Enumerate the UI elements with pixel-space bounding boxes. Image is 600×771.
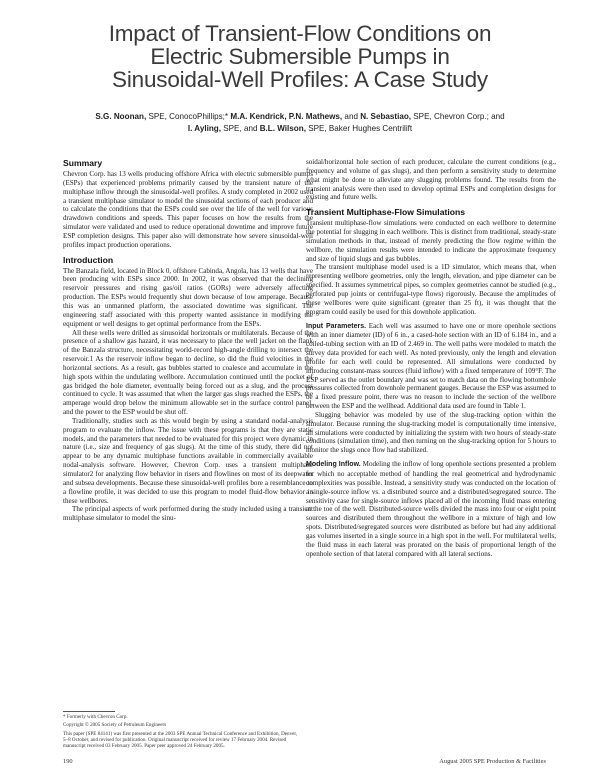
title-line-1: Impact of Transient-Flow Conditions on	[108, 21, 492, 46]
author-name: B.L. Wilson,	[259, 124, 306, 133]
page-number: 190	[63, 758, 73, 765]
author-name: S.G. Noonan,	[95, 112, 147, 121]
paper-title	[40, 22, 560, 91]
author-list	[40, 111, 560, 135]
author-affiliation: SPE, ConocoPhillips;*	[146, 112, 231, 121]
author-name: I. Ayling,	[187, 124, 221, 133]
journal-footer: August 2005 SPE Production & Facilities	[439, 758, 546, 765]
author-name: M.A. Kendrick, P.N. Mathews,	[230, 112, 343, 121]
title-line-3: Sinusoidal-Well Profiles: A Case Study	[112, 67, 488, 92]
footnote-rule	[63, 711, 115, 712]
author-separator: and	[342, 112, 361, 121]
intro-paragraph-3: Traditionally, studies such as this would begin by using a standard nodal-analysis program to evaluate the inflow. The issue with these programs is that they are static models, and the parameters that needed to be evaluated for this project were dynamic in nature (i.e., size and frequency of gas slugs). At the time of this study, there did not appear to be any dynamic multiphase functions available in commercially available nodal-analysis software. However, Chevron Corp. uses a transient multiphase simulator2 for analyzing flow behavior in risers and flowlines on most of its deepwater and subsea developments. Because these sinusoidal-well profiles bore a resemblance to a flowline profile, it was decided to use this program to model fluid-flow behavior in these wellbores.	[63, 416, 313, 505]
modeling-inflow-runin: Modeling Inflow.	[306, 461, 361, 469]
footnote-affiliation: * Formerly with Chevron Corp.	[63, 714, 128, 720]
left-column	[63, 158, 313, 523]
transient-paragraph-1: Transient multiphase-flow simulations were conducted on each wellbore to determine the potential for slugging in each wellbore. This is distinct from traditional, steady-state simulation methods in that, instead of merely predicting the flow regime within the wellbore, the simulation results were intended to indicate the approximate frequency and size of liquid slugs and gas bubbles.	[306, 219, 556, 263]
author-name: N. Sebastiao,	[360, 112, 412, 121]
footnotes	[63, 714, 303, 751]
author-affiliation: SPE, and	[221, 124, 260, 133]
summary-paragraph: Chevron Corp. has 13 wells producing offshore Africa with electric submersible pumps (ESPs) that experienced problems primarily caused by the transient nature of the multiphase inflow through the sinusoidal-well profiles. A study completed in 2002 used a transient multiphase simulator to model the sinusoidal sections of each producer and to calculate the conditions that the ESPs could see over the life of the well for various drawdown conditions and speeds. This paper focuses on how the results from the simulator were validated and used to reduce operational downtime and improve future ESP completion designs. This paper also will demonstrate how severe sinusoidal-well profiles impact production operations.	[63, 170, 313, 249]
title-line-2: Electric Submersible Pumps in	[150, 44, 450, 69]
modeling-inflow-paragraph	[306, 460, 556, 558]
introduction-heading: Introduction	[63, 254, 114, 265]
modeling-inflow-text: Modeling the inflow of long openhole sections presented a problem for which no acceptable method of handling the real geometrical and hydrodynamic complexities was possible. Instead, a sensitivity study was conducted on the location of a single-source inflow vs. a distributed source and a distributed/segregated source. The sensitivity case for single-source inflows placed all of the incoming fluid mass entering at the toe of the well. Distributed-source wells divided the mass into four or eight point sources and distributed them throughout the wellbore in a mixture of high and low spots. Distributed/segregated sources were distributed as before but had any additional gas volumes inserted in a single source in a high spot in the well. For multilateral wells, the fluid mass in each lateral was prorated on the basis of proportional length of the openhole section of that lateral compared with all lateral sections.	[306, 460, 556, 558]
right-column	[306, 158, 556, 558]
input-params-text: Each well was assumed to have one or more openhole sections with an inner diameter (ID) of 6 in., a cased-hole section with an ID of 6.184 in., and a coiled-tubing section with an ID of 2.469 in. The well paths were modeled to match the survey data provided for each well. As noted previously, only the length and elevation profile for each well could be represented. All simulations were conducted by introducing constant-mass sources (fluid inflow) with a fixed temperature of 109°F. The ESP served as the outlet boundary and was set to match data on the flowing bottomhole pressures collected from downhole permanent gauges. Because the ESP was assumed to be a fixed pressure point, there was no reason to include the section of the wellbore between the ESP and the wellhead. Additional data used are found in Table 1.	[306, 321, 556, 411]
intro-paragraph-2: All these wells were drilled as sinusoidal horizontals or multilaterals. Because of the presence of a shallow gas hazard, it was necessary to place the well jacket on the flank of the Banzala structure, necessitating world-record high-angle drilling to intersect the reservoir.1 As the reservoir inflow began to decline, so did the fluid velocities in the horizontal sections. As a result, gas bubbles started to coalesce and accumulate in the high spots within the undulating wellbore. Accumulation continued until the pocket of gas bridged the hole diameter, eventually being forced out as a slug, and the process continued to cycle. It was assumed that when the larger gas slugs reached the ESPs, the amperage would drop below the minimum allowable set in the surface control panel, and the power to the ESP would be shut off.	[63, 328, 313, 417]
transient-paragraph-2: The transient multiphase model used is a 1D simulator, which means that, when representing wellbore geometries, only the length, elevation, and pipe diameter can be specified. It assumes symmetrical pipes, so complex geometries cannot be studied (e.g., perforated pup joints or centrifugal-type flows) rigorously. Because the amplitudes of these wellbores were quite significant (greater than 25 ft), it was thought that the program could easily be used for this downhole application.	[306, 263, 556, 316]
slugging-paragraph: Slugging behavior was modeled by use of the slug-tracking option within the simulator. Because running the slug-tracking model is computationally time intensive, all simulations were conducted by initializing the system with two hours of steady-state conditions (simulation time), and then turning on the slug-tracking option for 5 hours to monitor the slugs once flow had stabilized.	[306, 410, 556, 455]
author-line-2	[40, 123, 560, 135]
intro-paragraph-4: The principal aspects of work performed during the study included using a transient multiphase simulator to model the sinu-	[63, 505, 313, 523]
author-line-1	[40, 111, 560, 123]
intro-paragraph-1: The Banzala field, located in Block 0, offshore Cabinda, Angola, has 13 wells that have been producing with ESPs since 2000. In 2002, it was observed that the declining reservoir pressures and rising gas/oil ratios (GORs) were adversely affecting production. The ESPs would frequently shut down because of low amperage. Because this was an unmanned platform, the associated downtime was significant. The engineering staff associated with this property wanted assistance in modifying the equipment or well designs to get optimal performance from the ESPs.	[63, 266, 313, 328]
summary-heading: Summary	[63, 158, 103, 168]
transient-heading: Transient Multiphase-Flow Simulations	[306, 207, 466, 218]
author-affiliation: SPE, Baker Hughes Centrilift	[305, 124, 413, 133]
footnote-publication: This paper (SPE 84141) was first presented at the 2003 SPE Annual Technical Conference and Exhibition, Denver, 5–8 October, and revised for publication. Original manuscript received for review 17 February 2004. Revised manuscript received 03 February 2005. Paper peer approved 24 February 2005.	[63, 730, 298, 750]
footnote-copyright: Copyright © 2005 Society of Petroleum Engineers	[63, 722, 167, 729]
input-params-paragraph	[306, 322, 556, 411]
continued-paragraph: soidal/horizontal hole section of each producer, calculate the current conditions (e.g., frequency and volume of gas slugs), and then perform a sensitivity study to determine what might be done to alleviate any slugging problems found. The results from the transient analysis were then used to develop optimal ESPs and completion designs for existing and future wells.	[306, 158, 556, 202]
author-affiliation: SPE, Chevron Corp.; and	[411, 112, 505, 121]
input-params-runin: Input Parameters.	[306, 322, 367, 330]
